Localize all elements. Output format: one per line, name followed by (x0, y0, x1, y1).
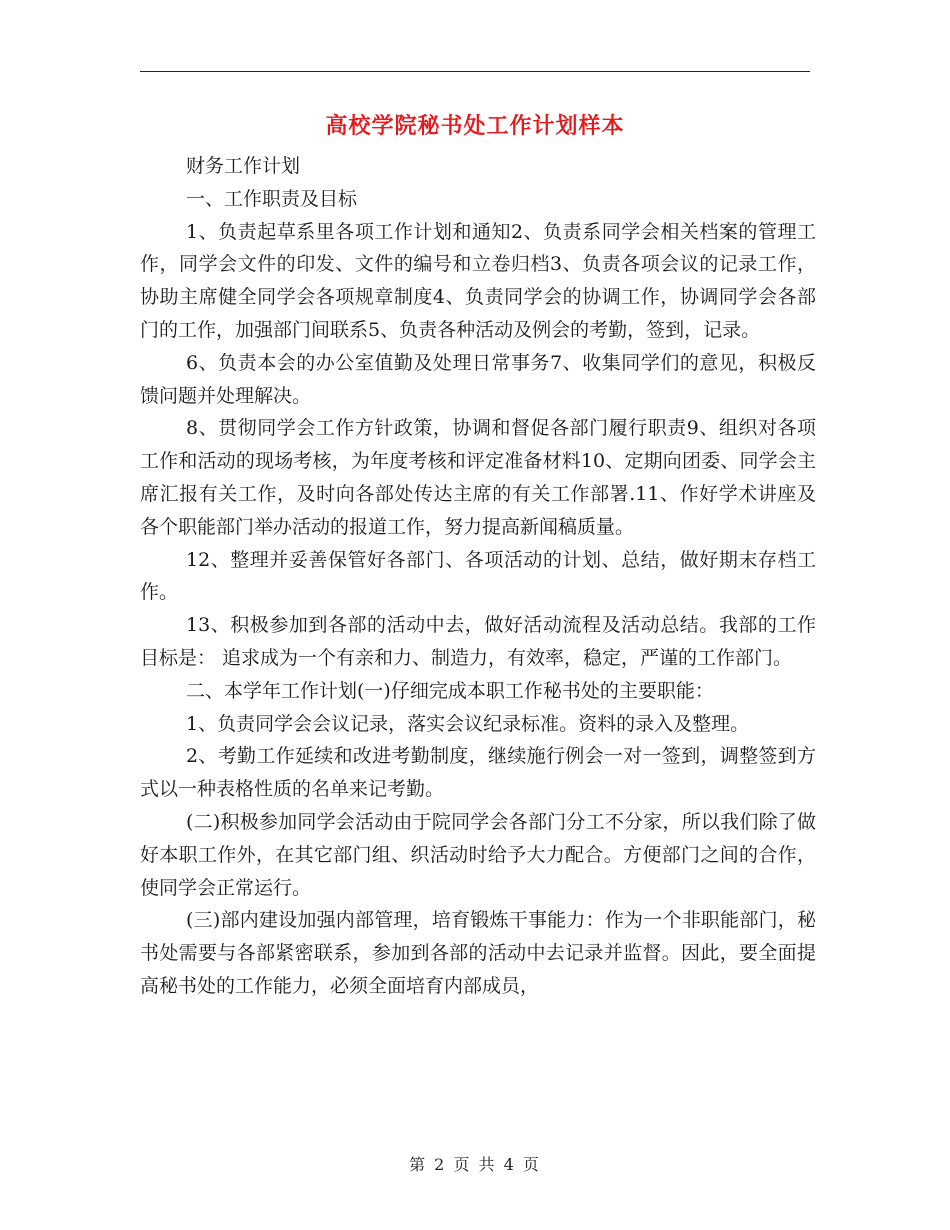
paragraph-meeting-records: 1、负责同学会会议记录，落实会议纪录标准。资料的录入及整理。 (186, 712, 750, 735)
paragraph-cooperation: (二)积极参加同学会活动由于院同学会各部门分工不分家，所以我们除了做好本职工作外，在其它部门组、织活动时给予大力配合。方便部门之间的合作，使同学会正常运行。 (140, 810, 816, 899)
paragraph-attendance: 2、考勤工作延续和改进考勤制度，继续施行例会一对一签到，调整签到方式以一种表格性质的名单来记考勤。 (140, 745, 816, 801)
paragraph-duties-6-7: 6、负责本会的办公室值勤及处理日常事务7、收集同学们的意见，积极反馈问题并处理解决。 (140, 351, 816, 407)
paragraph-heading-finance: 财务工作计划 (186, 155, 301, 177)
paragraph-duty-12: 12、整理并妥善保管好各部门、各项活动的计划、总结，做好期末存档工作。 (140, 548, 816, 604)
paragraph-section-two-heading: 二、本学年工作计划(一)仔细完成本职工作秘书处的主要职能： (186, 679, 714, 702)
paragraph-section-one-heading: 一、工作职责及目标 (186, 187, 358, 210)
paragraph-duties-8-11: 8、贯彻同学会工作方针政策，协调和督促各部门履行职责9、组织对各项工作和活动的现场考核，为年度考核和评定准备材料10、定期向团委、同学会主席汇报有关工作，及时向各部处传达主席的有关工作部署.11、作好学术讲座及各个职能部门举办活动的报道工作，努力提高新闻稿质量。 (140, 417, 816, 538)
paragraph-duty-13: 13、积极参加到各部的活动中去，做好活动流程及活动总结。我部的工作目标是： 追求成为一个有亲和力、制造力，有效率，稳定，严谨的工作部门。 (140, 614, 816, 669)
document-body (140, 150, 816, 1003)
header-rule (140, 71, 810, 72)
document-title: 高校学院秘书处工作计划样本 (325, 113, 625, 139)
page-number-footer: 第 2 页 共 4 页 (409, 1155, 541, 1174)
paragraph-internal-management: (三)部内建设加强内部管理，培育锻炼干事能力：作为一个非职能部门，秘书处需要与各部紧密联系，参加到各部的活动中去记录并监督。因此，要全面提高秘书处的工作能力，必须全面培育内部成员， (140, 909, 816, 997)
paragraph-duties-1-5: 1、负责起草系里各项工作计划和通知2、负责系同学会相关档案的管理工作，同学会文件的印发、文件的编号和立卷归档3、负责各项会议的记录工作，协助主席健全同学会各项规章制度4、负责同学会的协调工作，协调同学会各部门的工作，加强部门间联系5、负责各种活动及例会的考勤，签到，记录。 (140, 220, 816, 341)
